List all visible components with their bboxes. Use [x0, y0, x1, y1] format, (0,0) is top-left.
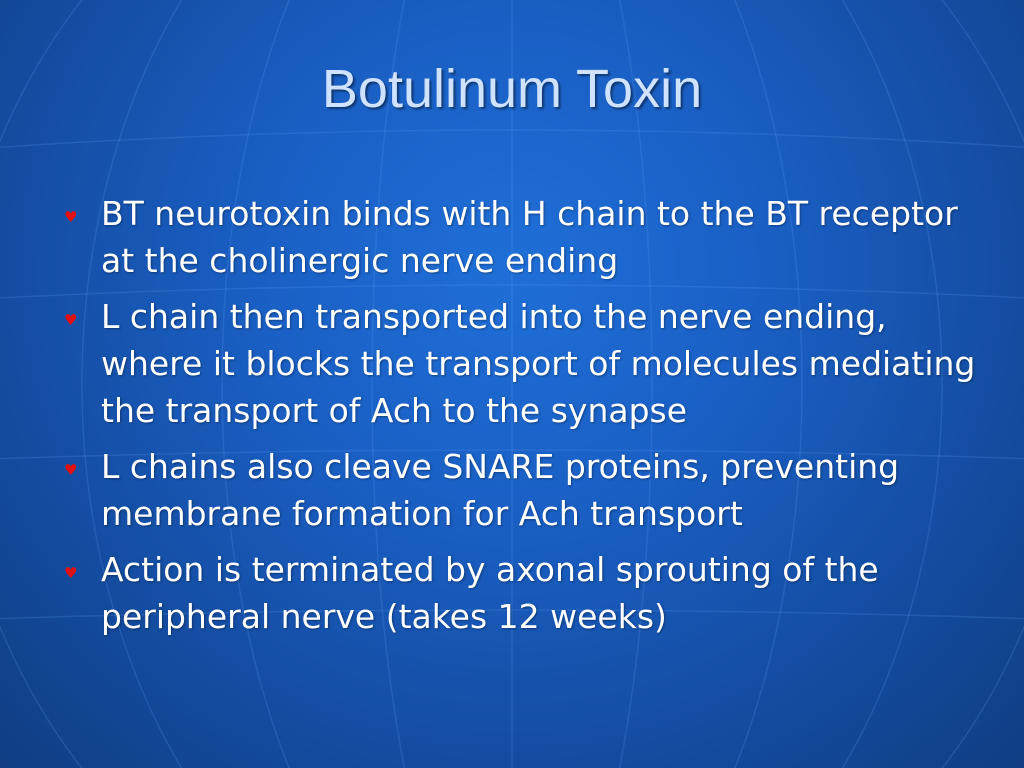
slide-title: Botulinum Toxin	[321, 59, 703, 119]
bullet-item	[60, 293, 980, 434]
heart-icon: ♥	[64, 311, 78, 329]
heart-icon: ♥	[64, 208, 78, 226]
bullet-text: Action is terminated by axonal sprouting of the peripheral nerve (takes 12 weeks)	[101, 550, 879, 636]
heart-icon: ♥	[64, 461, 78, 479]
bullet-text: BT neurotoxin binds with H chain to the BT receptor at the cholinergic nerve ending	[101, 194, 958, 280]
bullet-item	[60, 190, 980, 284]
heart-icon: ♥	[64, 564, 78, 582]
bullet-text: L chain then transported into the nerve ending, where it blocks the transport of molecules mediating the transport of Ach to the synapse	[101, 297, 976, 430]
bullet-item	[60, 443, 980, 537]
bullet-item	[60, 546, 980, 640]
bullet-text: L chains also cleave SNARE proteins, preventing membrane formation for Ach transport	[101, 447, 900, 533]
bullet-list	[60, 190, 980, 649]
